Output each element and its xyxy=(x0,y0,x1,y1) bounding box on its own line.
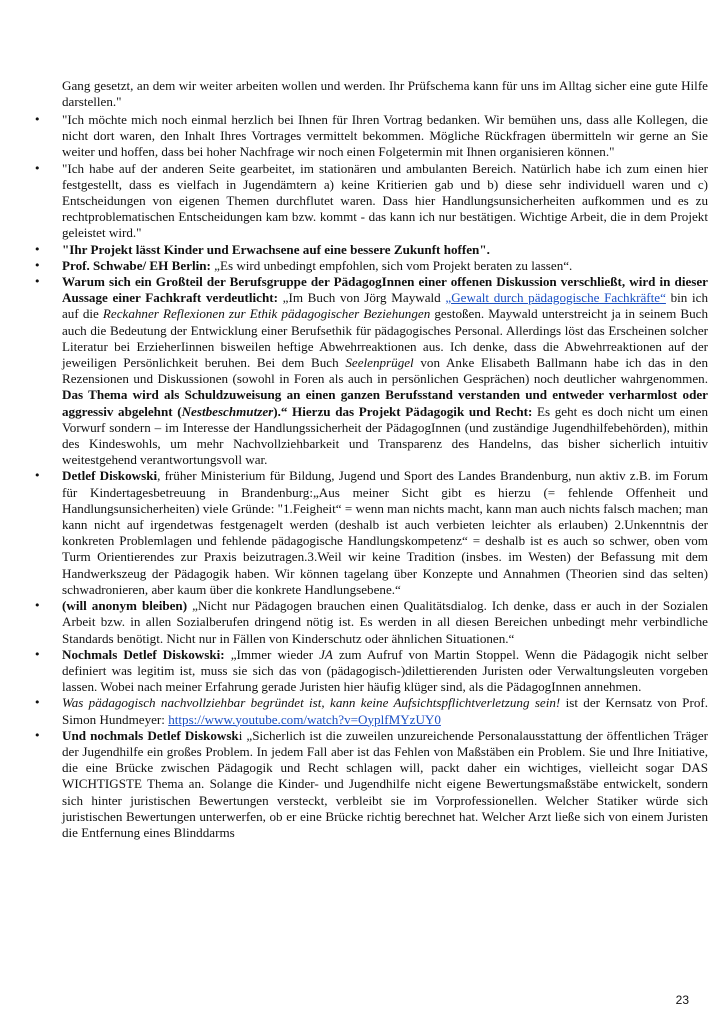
item-text: zum Aufruf von Martin Stoppel. Wenn die Pädagogik nicht selber definiert was legitim ist, muss sie sich das von (pädagogisch-)dilettierenden Juristen oder Verwaltungsleuten vorgeben lassen. Wobei nach meiner Erfahrung gerade Juristen hier häufig klüger sind, als die PädagogInnen annehmen. xyxy=(62,646,708,695)
item-text: i „Sicherlich ist die zuweilen unzureichende Personalausstattung der öffentlichen Träger der Jugendhilfe ein großes Problem. In jedem Fall aber ist das Fehlen von Maßstäben ein Problem. Sie und Ihre Initiative, die eine Brücke zwischen Pädagogik und Recht schlagen will, packt daher ein wichtiges, vielleicht sogar DAS WICHTIGSTE Thema an. Solange die Kinder- und Jugendhilfe nicht eigene Bewertungsmaßstäbe entwickelt, sondern sich hinter juristischen Bewertungen versteckt, verbleibt sie im Vorprofessionellen. Welcher Statiker würde sich juristischen Bewertungen unterwerfen, ob er eine Brücke richtig berechnet hat. Welcher Arzt ließe sich von einem Juristen die Entfernung eines Blinddarms xyxy=(62,727,708,840)
item-emphasis: ).“ Hierzu das Projekt Pädagogik und Recht: xyxy=(273,403,533,419)
item-text: "Ich habe auf der anderen Seite gearbeitet, im stationären und ambulanten Bereich. Natürlich habe ich zum einen hier festgestellt, dass es vielfach in Jugendämtern a) keine Kritierien gab und b) diese sehr individuell waren und c) Entscheidungen von eigenen Themen durchflutet waren. Dass hier Handlungsunsicherheiten aufkommen und es zu rechtproblematischen Entscheidungen kam bzw. kommt - das kann ich nur bestätigen. Wichtige Arbeit, die in dem Projekt geleistet wird." xyxy=(62,160,708,241)
item-author: Nochmals Detlef Diskowski: xyxy=(62,646,225,662)
feedback-list xyxy=(34,112,709,841)
list-item xyxy=(34,646,708,696)
list-item xyxy=(34,695,708,727)
item-emphasis: Das Thema wird als Schuldzuweisung an einen ganzen Berufsstand verstanden und entweder verharmlost oder aggressiv abgelehnt ( xyxy=(62,387,708,419)
list-item xyxy=(34,257,708,274)
item-text: „Nicht nur Pädagogen brauchen einen Qualitätsdialog. Ich denke, dass er auch in der Sozialen Arbeit bzw. in allen Sozialberufen dringend nötig ist. Es werden in all diesen Bereichen unbedingt mehr verbindliche Standards benötigt. Nicht nur in Fällen von Kinderschutz oder ähnlichen Situationen.“ xyxy=(62,598,709,646)
item-emphasis-italic: Nestbeschmutzer xyxy=(181,403,274,419)
item-author: Detlef Diskowski xyxy=(62,468,158,484)
item-text: „Immer wieder xyxy=(224,646,320,662)
continuation-paragraph: Gang gesetzt, an dem wir weiter arbeiten wollen und werden. Ihr Prüfschema kann für uns im Alltag sicher eine gute Hilfe darstellen." xyxy=(62,78,708,110)
list-item xyxy=(34,241,708,258)
list-item xyxy=(34,468,708,598)
bullet-icon: • xyxy=(34,275,41,289)
item-text: „Im Buch von Jörg Maywald xyxy=(277,290,446,306)
item-author: (will anonym bleiben) xyxy=(62,598,188,614)
list-item xyxy=(34,274,709,468)
item-bold-quote: "Ihr Projekt lässt Kinder und Erwachsene auf eine bessere Zukunft hoffen". xyxy=(62,241,490,257)
book-link[interactable]: „Gewalt durch pädagogische Fachkräfte“ xyxy=(445,290,666,306)
list-item xyxy=(34,727,708,841)
item-text: gestoßen. Maywald unterstreicht ja in seinem Buch auch die Bedeutung der Entwicklung einer Berufsethik für pädagogisches Personal. Allerdings löst das Erscheinen solcher Literatur bei ErzieherIinnen bisweilen heftige Abwehrreaktionen aus. Ich denke, dass die Abwehrreaktionen auf der jeweiligen Persönlichkeit beruhen. Bei dem Buch xyxy=(62,306,708,371)
item-author: Und nochmals Detlef Diskowsk xyxy=(62,727,239,743)
item-text: , früher Ministerium für Bildung, Jugend und Sport des Landes Brandenburg, nun aktiv z.B. im Forum für Kindertagesbetreuung in Brandenburg:„Aus meiner Sicht gibt es hierzu (= fehlende Offenheit und Handlungsunsicherheiten) viele Gründe: "1.Feigheit“ = wenn man nichts macht, kann man auch nichts falsch machen; man kann nicht auf irgendetwas festgenagelt werden (deshalb ist auch verbieten leichter als erlauben) 2.Unkenntnis der konkreten Problemlagen und fehlende pädagogische Handlungskompetenz“ = deshalb ist es auch so schwer, oben vom Turm Orientierendes zur Praxis beizutragen.3.Weil wir keine Tradition (insbes. im Westen) der Befassung mit dem Handwerkszeug der Pädagogik haben. Wir können tagelang über Konzepte und Annahmen (Theorien sind das selten) schwadronieren, aber kaum über die konkrete Handlungsebene.“ xyxy=(62,468,708,597)
book-title: Reckahner Reflexionen zur Ethik pädagogischer Beziehungen xyxy=(102,306,431,322)
item-text: von Anke Elisabeth Ballmann habe ich das in den Rezensionen und Diskussionen (sowohl in Foren als auch in persönlichen Gesprächen) noch deutlicher wahrgenommen. xyxy=(62,355,708,387)
item-text: Es geht es doch nicht um einen Vorwurf sondern – im Interesse der Handlungssicherheit der PädagogInnen (und zuständige Jugendhilfebehörden), mithin des Kindeswohls, um mehr Nachvollziehbarkeit und Transparenz des Handelns, das bisher sicherlich intuitiv weitestgehend verantwortungsvoll war. xyxy=(62,403,709,468)
item-author: Prof. Schwabe/ EH Berlin: xyxy=(62,257,211,273)
book-title: Seelenprügel xyxy=(345,355,414,371)
item-heading: Warum sich ein Großteil der Berufsgruppe der PädagogInnen einer offenen Diskussion verschließt, wird in dieser Aussage einer Fachkraft verdeutlicht: xyxy=(62,274,708,306)
list-item xyxy=(34,598,709,647)
bullet-icon: • xyxy=(34,161,41,175)
bullet-icon: • xyxy=(34,696,41,710)
list-item xyxy=(34,160,708,242)
bullet-icon: • xyxy=(34,647,41,661)
item-emphasis-italic: JA xyxy=(319,646,333,662)
item-text: bin ich auf die xyxy=(62,290,708,322)
youtube-link[interactable]: https://www.youtube.com/watch?v=OyplfMYzUY0 xyxy=(168,711,441,727)
list-item xyxy=(34,112,708,161)
bullet-icon: • xyxy=(34,599,41,613)
bullet-icon: • xyxy=(34,728,41,742)
item-text: „Es wird unbedingt empfohlen, sich vom Projekt beraten zu lassen“. xyxy=(210,257,573,273)
bullet-icon: • xyxy=(34,242,41,256)
item-text: "Ich möchte mich noch einmal herzlich bei Ihnen für Ihren Vortrag bedanken. Wir bemühen uns, dass alle Kollegen, die nicht dort waren, den Inhalt Ihres Vortrages vermittelt bekommen. Mögliche Rückfragen übermitteln wir gerne an Sie weiter und hoffen, dass bei hoher Nachfrage wir noch einen Folgetermin mit Ihnen organisieren können." xyxy=(62,112,708,160)
bullet-icon: • xyxy=(34,113,41,126)
item-quote-italic: Was pädagogisch nachvollziehbar begründet ist, kann keine Aufsichtspflichtverletzung sein! xyxy=(62,695,561,711)
item-text: ist der Kernsatz von Prof. Simon Hundmeyer: xyxy=(62,695,708,727)
bullet-icon: • xyxy=(34,469,41,483)
page-number: 23 xyxy=(675,993,689,1007)
bullet-icon: • xyxy=(34,258,41,272)
